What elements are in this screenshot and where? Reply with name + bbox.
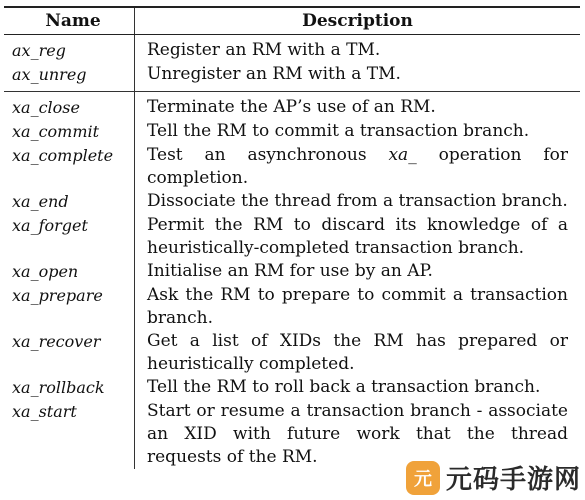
function-name: xa_close <box>12 98 80 117</box>
description-text: Test an asynchronous <box>147 145 367 165</box>
table-row <box>4 120 580 144</box>
function-name: xa_rollback <box>12 378 105 397</box>
site-watermark <box>406 459 581 496</box>
function-description: Get a list of XIDs the RM has prepared or heuristically completed. <box>135 330 581 376</box>
function-name: xa_forget <box>12 216 88 235</box>
function-name: xa_prepare <box>12 286 103 305</box>
function-description: Terminate the AP’s use of an RM. <box>135 96 581 120</box>
table-row <box>4 63 580 92</box>
function-description: Initialise an RM for use by an AP. <box>135 260 581 284</box>
header-description: Description <box>135 7 581 35</box>
function-name: ax_unreg <box>4 63 135 92</box>
function-name: xa_complete <box>12 146 114 165</box>
table-row <box>4 96 580 120</box>
function-name: xa_open <box>12 262 79 281</box>
header-name: Name <box>4 7 135 35</box>
function-name: ax_reg <box>12 41 66 60</box>
table-row <box>4 376 580 400</box>
table-body <box>4 35 580 470</box>
function-name: xa_commit <box>12 122 100 141</box>
function-description: Tell the RM to commit a transaction branch. <box>135 120 581 144</box>
xa-functions-table <box>4 6 580 469</box>
function-description: Dissociate the thread from a transaction branch. <box>135 190 581 214</box>
function-description: Unregister an RM with a TM. <box>135 63 581 92</box>
table-row <box>4 330 580 376</box>
table-header <box>4 7 580 35</box>
function-description: Register an RM with a TM. <box>135 39 581 63</box>
function-description: Ask the RM to prepare to commit a transaction branch. <box>135 284 581 330</box>
description-italic-text: xa_ <box>388 145 417 165</box>
table-row <box>4 214 580 260</box>
description-text: operation for completion. <box>147 145 569 188</box>
watermark-text: 元码手游网 <box>445 465 581 495</box>
function-description: Tell the RM to roll back a transaction branch. <box>135 376 581 400</box>
watermark-logo-icon: 元 <box>406 461 440 495</box>
function-description <box>135 144 581 190</box>
function-name: xa_end <box>12 192 69 211</box>
table-row <box>4 190 580 214</box>
table-row <box>4 284 580 330</box>
function-description: Start or resume a transaction branch - associate an XID with future work that the thread requests of the RM. <box>135 400 581 469</box>
table-row <box>4 144 580 190</box>
table-row <box>4 260 580 284</box>
function-name: xa_recover <box>12 332 101 351</box>
function-name: xa_start <box>12 402 77 421</box>
function-description: Permit the RM to discard its knowledge of a heuristically-completed transaction branch. <box>135 214 581 260</box>
table-row <box>4 39 580 63</box>
